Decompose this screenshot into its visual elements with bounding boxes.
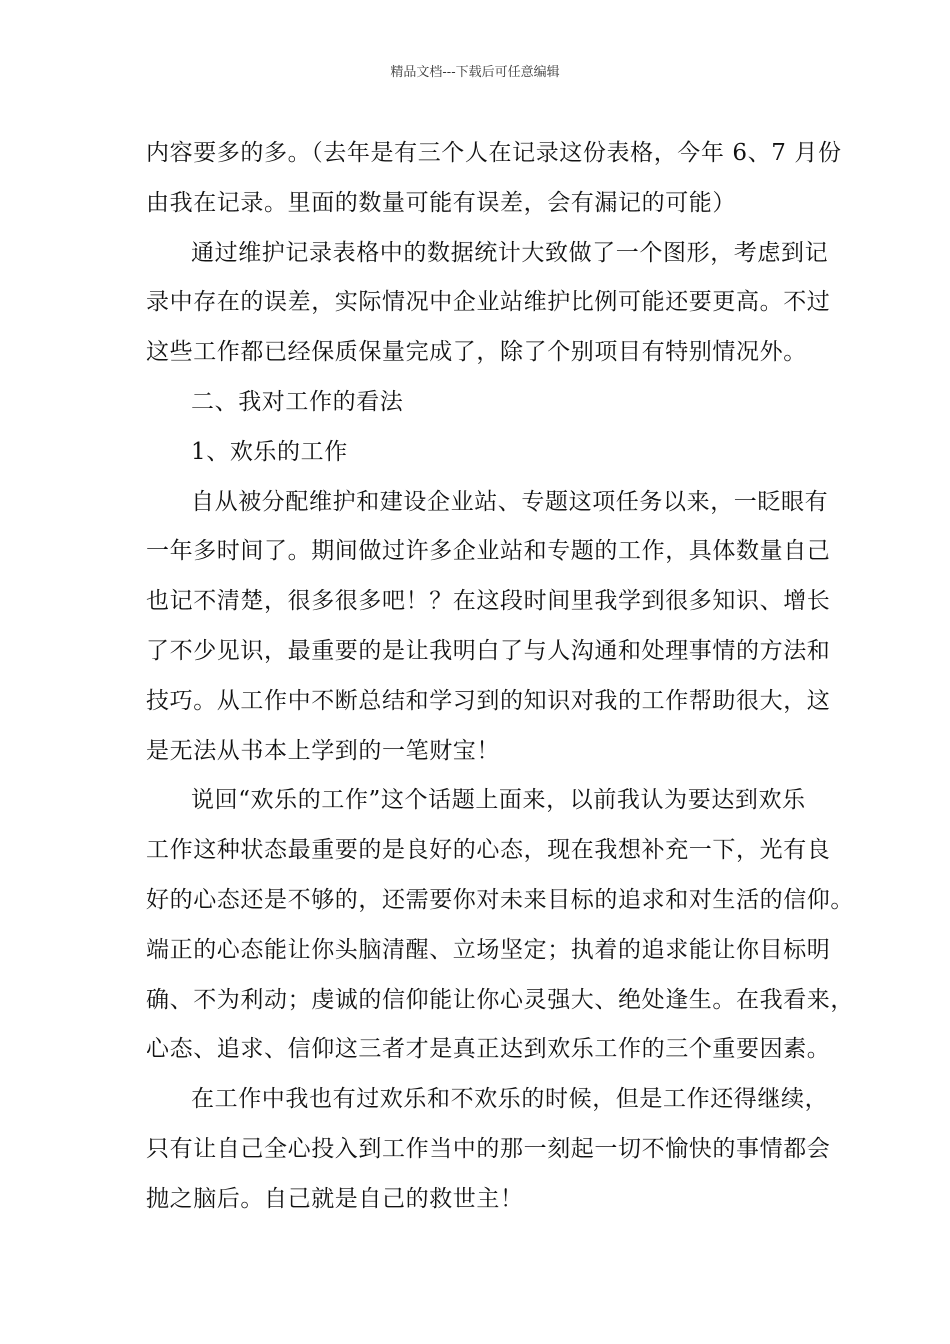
section-heading: 二、我对工作的看法 (191, 388, 404, 415)
subsection-heading: 1、欢乐的工作 (191, 438, 348, 465)
page-header: 精品文档---下载后可任意编辑 (390, 65, 560, 80)
text-line: 也记不清楚，很多很多吧！？在这段时间里我学到很多知识、增长 (146, 588, 831, 615)
text-line: 这些工作都已经保质保量完成了，除了个别项目有特别情况外。 (146, 339, 807, 366)
text-line: 了不少见识，最重要的是让我明白了与人沟通和处理事情的方法和 (146, 637, 831, 664)
text-line: 在工作中我也有过欢乐和不欢乐的时候，但是工作还得继续， (191, 1086, 829, 1113)
text-line: 自从被分配维护和建设企业站、专题这项任务以来，一眨眼有 (191, 488, 829, 515)
text-line: 技巧。从工作中不断总结和学习到的知识对我的工作帮助很大，这 (146, 687, 831, 714)
text-line: 抛之脑后。自己就是自己的救世主！ (146, 1185, 524, 1212)
text-line: 内容要多的多。（去年是有三个人在记录这份表格，今年 6、7 月份 (146, 140, 842, 166)
text-line: 是无法从书本上学到的一笔财宝！ (146, 737, 500, 764)
text-line: 工作这种状态最重要的是良好的心态，现在我想补充一下，光有良 (146, 837, 831, 864)
text-line: 只有让自己全心投入到工作当中的那一刻起一切不愉快的事情都会 (146, 1135, 831, 1162)
text-line: 说回“欢乐的工作”这个话题上面来，以前我认为要达到欢乐 (191, 787, 806, 814)
document-body (146, 129, 854, 1225)
text-line: 确、不为利动；虔诚的信仰能让你心灵强大、绝处逢生。在我看来， (146, 986, 854, 1013)
text-line: 心态、追求、信仰这三者才是真正达到欢乐工作的三个重要因素。 (146, 1036, 831, 1063)
text-line: 一年多时间了。期间做过许多企业站和专题的工作，具体数量自己 (146, 538, 831, 565)
text-line: 通过维护记录表格中的数据统计大致做了一个图形，考虑到记 (191, 239, 829, 266)
text-line: 由我在记录。里面的数量可能有误差，会有漏记的可能） (146, 189, 736, 216)
text-line: 好的心态还是不够的，还需要你对未来目标的追求和对生活的信仰。 (146, 886, 854, 913)
text-line: 录中存在的误差，实际情况中企业站维护比例可能还要更高。不过 (146, 289, 831, 316)
text-line: 端正的心态能让你头脑清醒、立场坚定；执着的追求能让你目标明 (146, 936, 831, 963)
